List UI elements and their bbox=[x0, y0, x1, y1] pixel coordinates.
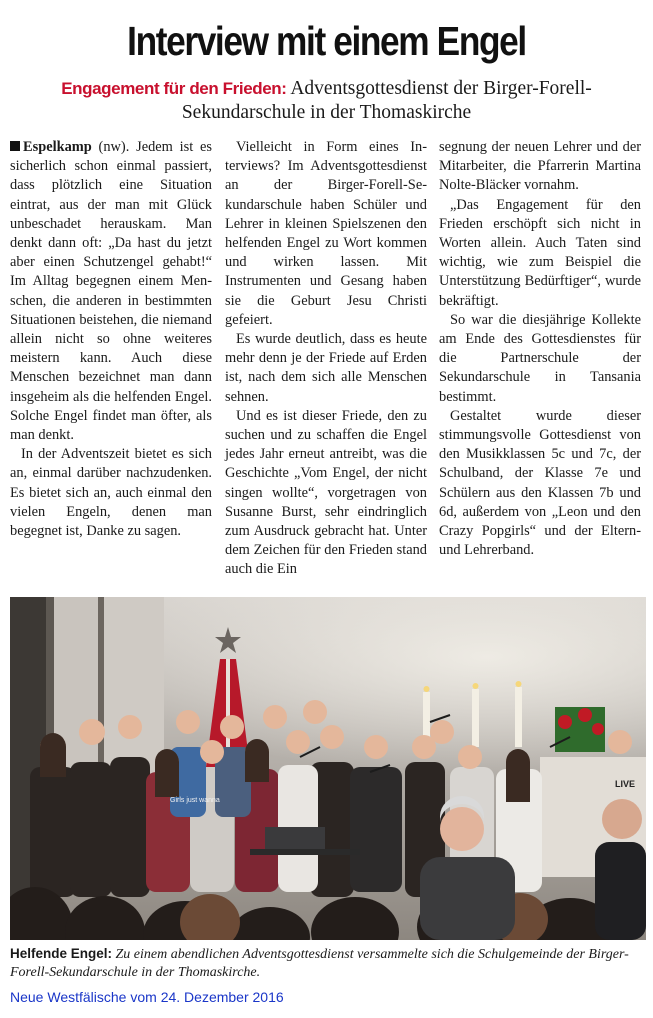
shirt-text-2: LIVE bbox=[615, 779, 636, 789]
column-3-paragraph-1: segnung der neuen Lehrer und der Mitarbeiter, die Pfarrerin Martina Nolte-Bläcker vornahm. bbox=[439, 139, 641, 194]
column-2-paragraph-1: Vielleicht in Form eines Interviews? Im Adventsgottesdienst an der Birger-Forell-Sekundarschule haben Schüler und Lehrer in kleinen Spielszenen den helfenden Engel zu Wort kommen und wirken lassen. Mit Instrumenten und Gesang haben sie die Geburt Jesu Christi gefeiert. bbox=[225, 139, 427, 328]
source-line: Neue Westfälische vom 24. Dezember 2016 bbox=[10, 989, 284, 1005]
column-1-paragraph-1 bbox=[10, 138, 212, 445]
subheadline-text: Adventsgottesdienst der Birger-Forell-Sekundarschule in der Thomaskirche bbox=[181, 78, 592, 123]
column-1-paragraph-2: In der Adventszeit bietet es sich an, einmal darüber nachzudenken. Es bietet sich an, auch einmal den vielen Engeln, denen man begegnet ist, Danke zu sagen. bbox=[10, 446, 212, 540]
subheadline-kicker: Engagement für den Frieden: bbox=[61, 79, 287, 98]
shirt-text-1: Girls just wanna bbox=[170, 797, 220, 804]
caption-text: Zu einem abendlichen Adventsgottesdienst versammelte sich die Schulgemeinde der Birger-Forell-Sekundarschule in der Thomaskirche. bbox=[10, 947, 629, 980]
column-2-paragraph-3: Und es ist dieser Friede, den zu suchen und zu schaffen die Engel jedes Jahr erneut antreibt, was die Geschichte „Vom Engel, der nicht singen wollte“, vorgetragen von Susanne Burst, sehr eindringlich zum Ausdruck gebracht hat. Unter dem Zeichen für den Frieden stand auch die Ein bbox=[225, 407, 427, 578]
lead-text: (nw). Jedem ist es sicherlich schon einmal passiert, dass plötzlich eine Situation eintrat, aus der man mit Glück unbeschadet herauskam. Man denkt dann oft: „Da hast du jetzt aber einen Schutzengel gehabt!“ Im Alltag begegnen einem Menschen, die anderen in bestimmten Situationen beistehen, die niemand allein nicht so ohne weiteres meistern kann. Auch diese Menschen bezeichnet man dann insgeheim als die helfenden Engel. Solche Engel findet man öfter, als man denkt. bbox=[10, 139, 212, 444]
choir-photo-illustration bbox=[10, 597, 646, 940]
bullet-square-icon bbox=[10, 141, 20, 151]
headline: Interview mit einem Engel bbox=[127, 18, 526, 64]
column-2-paragraph-2: Es wurde deutlich, dass es heute mehr denn je der Friede auf Erden ist, nach dem sich alle Menschen sehnen. bbox=[225, 331, 427, 405]
article-column-2 bbox=[225, 138, 427, 580]
article-column-3 bbox=[439, 138, 641, 560]
dateline: Espelkamp bbox=[23, 139, 92, 155]
article-photo bbox=[10, 597, 646, 940]
photo-caption bbox=[10, 945, 646, 982]
caption-label: Helfende Engel: bbox=[10, 946, 113, 961]
article-column-1 bbox=[10, 138, 212, 541]
column-3-paragraph-3: So war die diesjährige Kollekte am Ende des Gottesdienstes für die Partnerschule der Sekundarschule in Tansania bestimmt. bbox=[439, 311, 641, 405]
column-3-paragraph-2: „Das Engagement für den Frieden erschöpft sich nicht in Worten allein. Auch Taten sind wichtig, wie zum Beispiel die Unterstützung Bedürftiger“, wurde bekräftigt. bbox=[439, 196, 641, 309]
subheadline bbox=[0, 77, 653, 125]
column-3-paragraph-4: Gestaltet wurde dieser stimmungsvolle Gottesdienst von den Musikklassen 5c und 7c, der Schulband, der Klasse 7e und Schülern aus den Klassen 7b und 6d, außerdem von „Leon und den Crazy Popgirls“ und der Eltern- und Lehrerband. bbox=[439, 407, 641, 559]
